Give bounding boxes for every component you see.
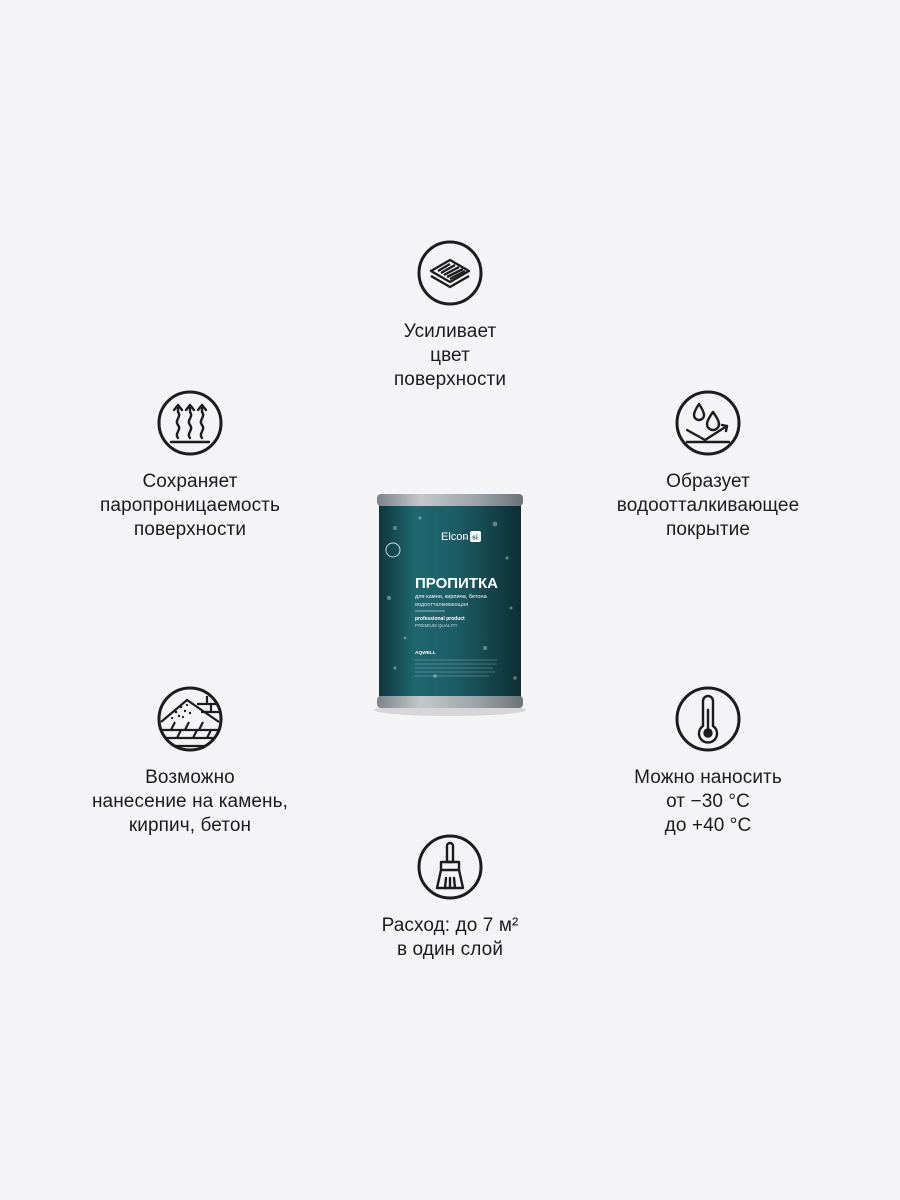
can-subtitle2: водоотталкивающая — [415, 602, 469, 608]
can-brand: Elcon — [441, 531, 469, 543]
feature-label: Образует водоотталкивающее покрытие — [616, 471, 800, 540]
feature-temperature — [578, 686, 838, 838]
can-brand-badge: si — [472, 534, 478, 542]
can-subtitle: для камня, кирпича, бетона — [415, 594, 487, 600]
product-can-image — [365, 488, 535, 718]
brick-stone-icon — [157, 686, 223, 752]
feature-label: Можно наносить от −30 °С до +40 °С — [634, 767, 782, 836]
feature-surfaces — [60, 686, 320, 838]
water-drops-icon — [675, 390, 741, 456]
can-tag1: professional product — [415, 616, 465, 622]
paint-brush-icon — [417, 834, 483, 900]
feature-enhances-color — [320, 240, 580, 392]
thermometer-icon — [675, 686, 741, 752]
layers-texture-icon — [417, 240, 483, 306]
feature-consumption — [320, 834, 580, 962]
feature-label: Сохраняет паропроницаемость поверхности — [100, 471, 280, 540]
feature-label: Расход: до 7 м² в один слой — [381, 915, 519, 960]
feature-label: Возможно нанесение на камень, кирпич, бетон — [91, 767, 289, 836]
product-can — [365, 488, 535, 718]
vapor-arrows-icon — [157, 390, 223, 456]
can-tag2: PREMIUM QUALITY — [415, 623, 458, 628]
can-series: AQWELL — [415, 651, 436, 656]
feature-vapor-permeability — [60, 390, 320, 542]
feature-label: Усиливает цвет поверхности — [393, 321, 507, 390]
feature-water-repellent — [578, 390, 838, 542]
can-title: ПРОПИТКА — [415, 575, 498, 592]
